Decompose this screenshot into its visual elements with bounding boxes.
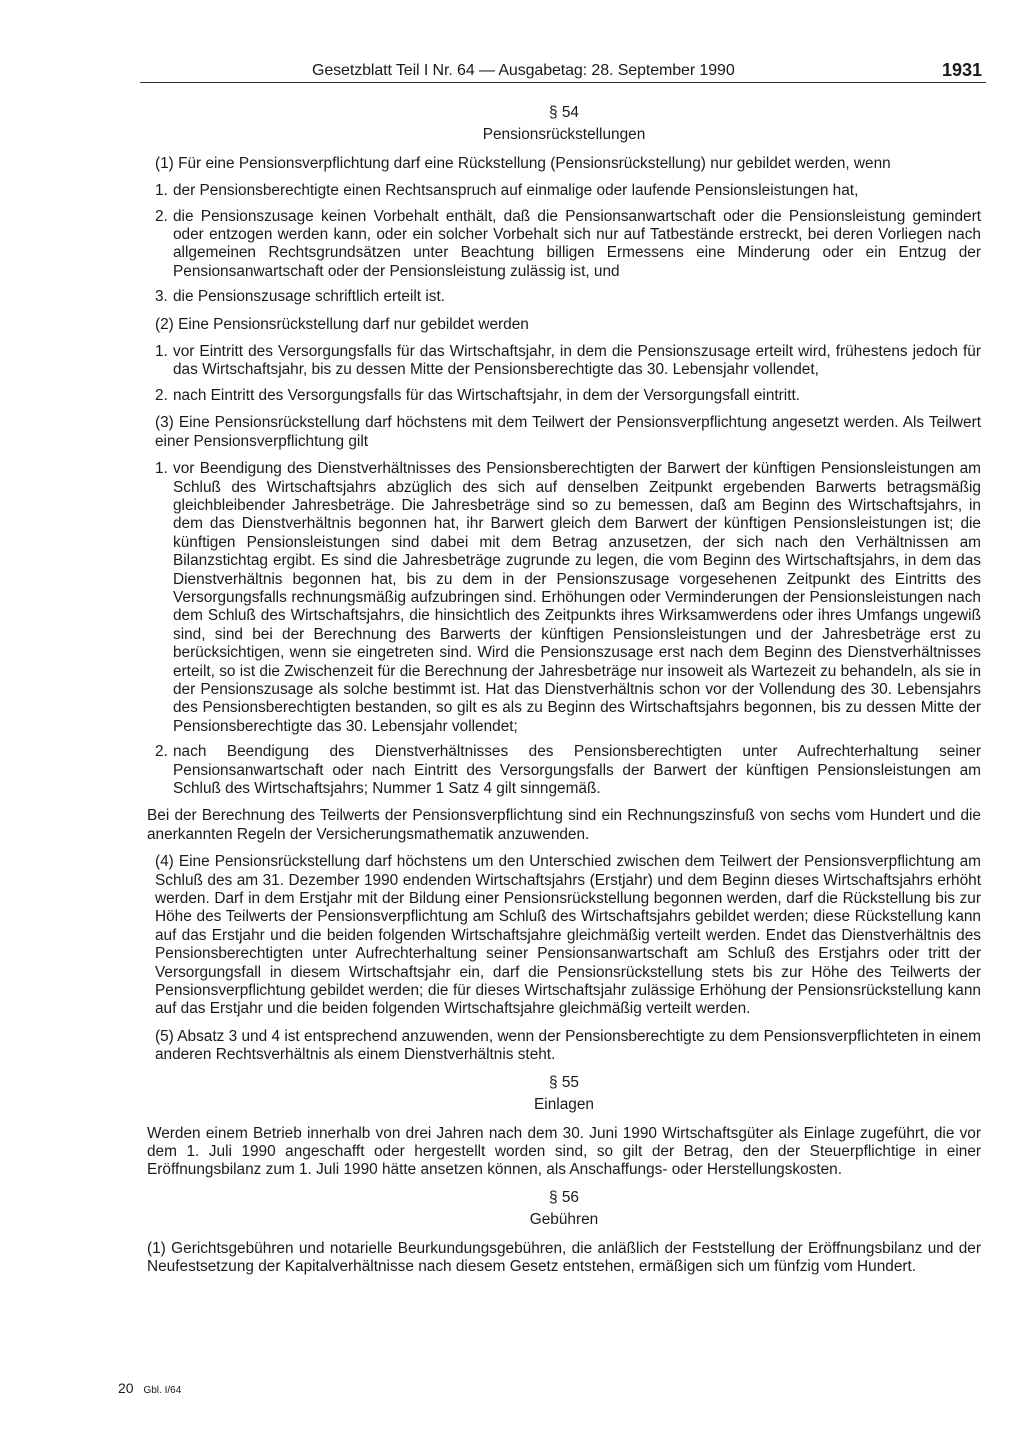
list-text: nach Beendigung des Dienstverhältnisses des Pensionsberechtigten unter Aufrechterhaltung seiner Pensionsanwartschaft oder nach Eintritt des Versorgungsfalls der Barwert der künftigen Pensionsleistungen am Schluß des Wirtschaftsjahrs; Nummer 1 Satz 4 gilt sinngemäß. <box>173 743 981 797</box>
issue-line: Gesetzblatt Teil I Nr. 64 — Ausgabetag: 28. September 1990 <box>312 62 735 79</box>
list-number: 1. <box>155 343 168 361</box>
list-number: 1. <box>155 182 168 200</box>
list-number: 2. <box>155 386 168 404</box>
list-number: 1. <box>155 460 168 478</box>
issue-code: Gbl. I/64 <box>143 1385 182 1396</box>
list-text: vor Beendigung des Dienstverhältnisses des Pensionsberechtigten der Barwert der künftigen Pensionsleistungen am Schluß des Wirtschaftsjahrs abzüglich des sich auf denselben Zeitpunkt ergebenden Barwerts betragsmäßig gleichbleibender Jahresbeträge. Die Jahresbeträge sind so zu bemessen, daß am Beginn des Wirtschaftsjahrs, in dem das Dienstverhältnis begonnen hat, ihr Barwert gleich dem Barwert der künftigen Pensionsleistungen ist; die künftigen Pensionsleistungen sind dabei mit dem Betrag anzusetzen, der sich nach den Verhältnissen am Bilanzstichtag ergibt. Es sind die Jahresbeträge zugrunde zu legen, die vom Beginn des Wirtschaftsjahrs, in dem das Dienstverhältnis begonnen hat, bis zu dem in der Pensionszusage vorgesehenen Zeitpunkt des Eintritts des Versorgungsfalls rechnungsmäßig aufzubringen sind. Erhöhungen oder Verminderungen der Pensionsleistungen nach dem Schluß des Wirtschaftsjahrs, die hinsichtlich des Zeitpunkts ihres Wirksamwerdens oder ihres Umfangs ungewiß sind, sind bei der Berechnung des Barwerts der künftigen Pensionsleistungen und der Jahresbeträge erst zu berücksichtigen, wenn sie eingetreten sind. Wird die Pensionszusage erst nach dem Beginn des Dienstverhältnisses erteilt, so ist die Zwischenzeit für die Berechnung der Jahresbeträge nur insoweit als Wartezeit zu behandeln, als sie in der Pensionszusage als solche bestimmt ist. Hat das Dienstverhältnis schon vor der Vollendung des 30. Lebensjahrs des Pensionsberechtigten bestanden, so gilt es als zu Beginn des Wirtschaftsjahrs begonnen, bis zu dessen Mitte der Pensionsberechtigte das 30. Lebensjahr vollendet; <box>173 460 981 735</box>
section-55-title: Einlagen <box>534 1096 594 1114</box>
section-54-number: § 54 <box>549 104 579 121</box>
s54-paragraph-5: (5) Absatz 3 und 4 ist entsprechend anzuwenden, wenn der Pensionsberechtigte zu dem Pensionsverpflichteten in einem anderen Rechtsverhältnis als einem Dienstverhältnis steht. <box>155 1027 981 1064</box>
list-item <box>147 460 981 736</box>
section-54-title: Pensionsrückstellungen <box>482 126 646 144</box>
list-item <box>147 182 981 200</box>
list-text: die Pensionszusage schriftlich erteilt ist. <box>173 288 446 306</box>
document-body <box>147 100 981 1285</box>
list-item <box>147 387 981 405</box>
section-56-number: § 56 <box>549 1188 579 1206</box>
list-item <box>147 288 981 306</box>
s54-paragraph-4: (4) Eine Pensionsrückstellung darf höchstens um den Unterschied zwischen dem Teilwert der Pensionsverpflichtung am Schluß des am 31. Dezember 1990 endenden Wirtschaftsjahrs (Erstjahr) und dem Beginn dieses Wirtschaftsjahrs erhöht werden. Darf in dem Erstjahr mit der Bildung einer Pensionsrückstellung begonnen werden, darf die Rückstellung bis zur Höhe des Teilwerts der Pensionsverpflichtung am Schluß des Wirtschaftsjahrs gebildet werden; diese Rückstellung kann auf das Erstjahr und die beiden folgenden Wirtschaftsjahre gleichmäßig verteilt werden. Endet das Dienstverhältnis des Pensionsberechtigten unter Aufrechterhaltung seiner Pensionsanwartschaft am Schluß des Erstjahrs oder tritt der Versorgungsfall in diesem Wirtschaftsjahr ein, darf die Pensionsrückstellung stets bis zur Höhe des Teilwerts der Pensionsverpflichtung gebildet werden; die für dieses Wirtschaftsjahr zulässige Erhöhung der Pensionsrückstellung kann auf das Erstjahr und die beiden folgenden Wirtschaftsjahre gleichmäßig verteilt werden. <box>155 853 981 1018</box>
s54-p3-list <box>147 460 981 798</box>
list-number: 3. <box>155 288 168 306</box>
s55-text: Werden einem Betrieb innerhalb von drei Jahren nach dem 30. Juni 1990 Wirtschaftsgüter als Einlage zugeführt, die vor dem 1. Juli 1990 angeschafft oder hergestellt worden sind, so gilt der Betrag, den der Steuerpflichtige in einer Eröffnungsbilanz zum 1. Juli 1990 hätte ansetzen können, als Anschaffungs- oder Herstellungskosten. <box>147 1124 981 1179</box>
s54-paragraph-2: (2) Eine Pensionsrückstellung darf nur gebildet werden <box>155 315 529 333</box>
page-number: 1931 <box>941 60 982 80</box>
list-item <box>147 208 981 282</box>
section-55-number: § 55 <box>549 1073 579 1091</box>
s54-paragraph-1: (1) Für eine Pensionsverpflichtung darf eine Rückstellung (Pensionsrückstellung) nur gebildet werden, wenn <box>155 154 891 172</box>
section-56-title: Gebühren <box>529 1211 599 1229</box>
list-number: 2. <box>155 207 168 225</box>
s56-text: (1) Gerichtsgebühren und notarielle Beurkundungsgebühren, die anläßlich der Feststellung der Eröffnungsbilanz und der Neufestsetzung der Kapitalverhältnisse nach diesem Gesetz entstehen, ermäßigen sich um fünfzig vom Hundert. <box>147 1239 981 1275</box>
list-text: nach Eintritt des Versorgungsfalls für das Wirtschaftsjahr, in dem der Versorgungsfall eintritt. <box>173 386 801 404</box>
list-item <box>147 743 981 798</box>
list-text: vor Eintritt des Versorgungsfalls für das Wirtschaftsjahr, in dem die Pensionszusage erteilt wird, frühestens jedoch für das Wirtschaftsjahr, bis zu dessen Mitte der Pensionsberechtigte das 30. Lebensjahr vollendet, <box>173 343 981 379</box>
sheet-number: 20 <box>118 1380 134 1396</box>
header-rule <box>140 82 986 83</box>
list-item <box>147 343 981 380</box>
page-footer <box>118 1380 181 1396</box>
list-number: 2. <box>155 743 168 761</box>
s54-p2-list <box>147 343 981 405</box>
s54-p1-list <box>147 182 981 306</box>
s54-paragraph-3: (3) Eine Pensionsrückstellung darf höchstens mit dem Teilwert der Pensionsverpflichtung angesetzt werden. Als Teilwert einer Pensionsverpflichtung gilt <box>155 414 981 450</box>
page-header <box>140 60 986 84</box>
list-text: der Pensionsberechtigte einen Rechtsanspruch auf einmalige oder laufende Pensionsleistungen hat, <box>173 182 859 200</box>
list-text: die Pensionszusage keinen Vorbehalt enthält, daß die Pensionsanwartschaft oder die Pensionsleistung gemindert oder entzogen werden kann, oder ein solcher Vorbehalt sich nur auf Tatbestände erstreckt, bei deren Vorliegen nach allgemeinen Rechtsgrundsätzen unter Beachtung billigen Ermessens eine Minderung oder ein Entzug der Pensionsanwartschaft oder der Pensionsleistung zulässig ist, und <box>173 207 981 280</box>
s54-paragraph-3-tail: Bei der Berechnung des Teilwerts der Pensionsverpflichtung sind ein Rechnungszinsfuß von sechs vom Hundert und die anerkannten Regeln der Versicherungsmathematik anzuwenden. <box>147 807 981 843</box>
